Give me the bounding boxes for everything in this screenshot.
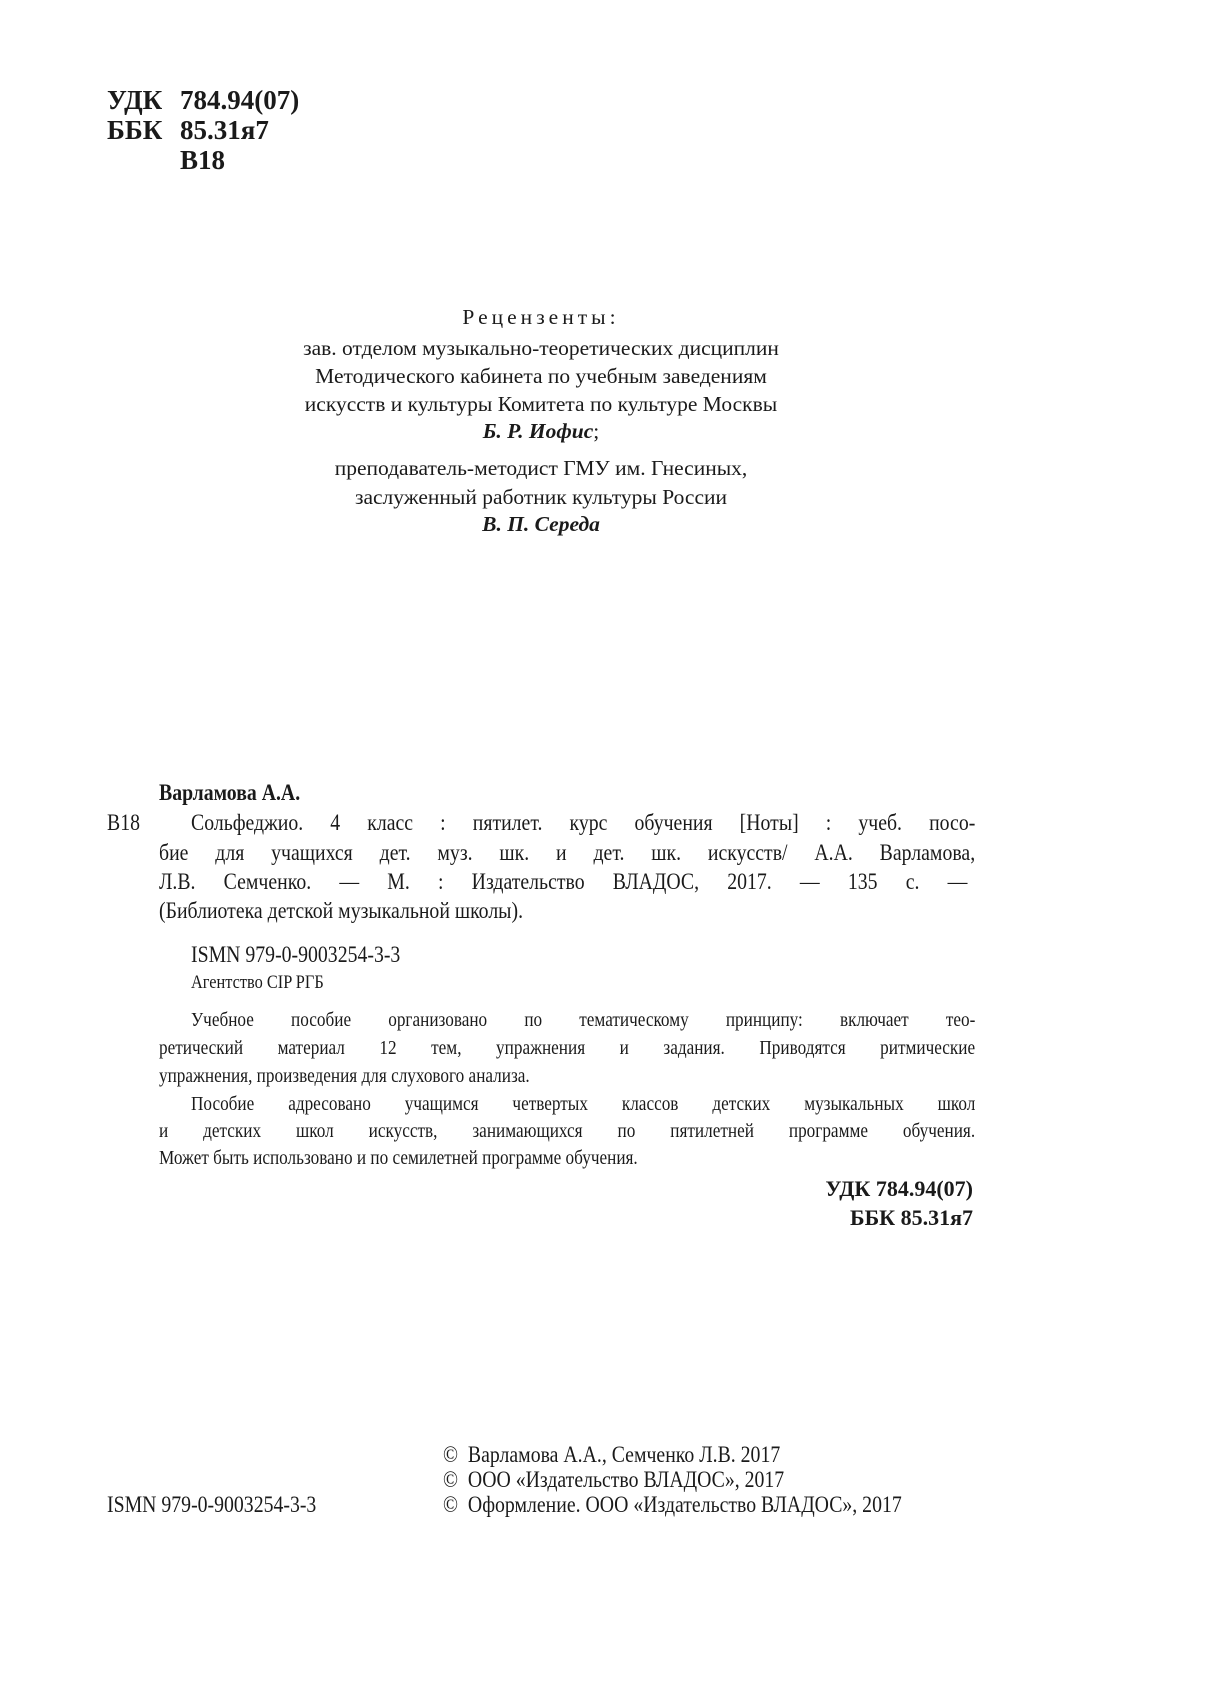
catalog-sign: В18 [107, 810, 140, 835]
copyright-text: ООО «Издательство ВЛАДОС», 2017 [467, 1467, 785, 1492]
copyright-line [443, 1492, 902, 1518]
catalog-line: Сольфеджио. 4 класс : пятилет. курс обучения [Ноты] : учеб. посо- [191, 810, 976, 835]
reviewers-title: Рецензенты: [462, 305, 620, 329]
abstract-line: Учебное пособие организовано по тематическому принципу: включает тео- [191, 1009, 976, 1031]
footer-ismn: ISMN 979-0-9003254-3-3 [107, 1492, 317, 1517]
udk-label: УДК [107, 85, 163, 115]
reviewer-1-name-row [191, 419, 891, 444]
copyright-line [443, 1467, 784, 1493]
reviewer-2-line: преподаватель-методист ГМУ им. Гнесиных, [334, 456, 748, 480]
catalog-bbk: ББК 85.31я7 [850, 1205, 973, 1230]
catalog-author: Варламова А.А. [159, 780, 301, 805]
copyright-icon: © [443, 1467, 459, 1492]
abstract-line: ретический материал 12 тем, упражнения и задания. Приводятся ритмические [159, 1037, 976, 1059]
reviewer-1-line: Методического кабинета по учебным заведениям [315, 364, 767, 388]
copyright-text: Оформление. ООО «Издательство ВЛАДОС», 2017 [467, 1492, 902, 1517]
catalog-agency: Агентство CIP РГБ [191, 972, 324, 993]
separator: ; [593, 419, 600, 443]
copyright-icon: © [443, 1442, 459, 1467]
catalog-line: Л.В. Семченко. — М. : Издательство ВЛАДОС, 2017. — 135 с. — [159, 869, 968, 894]
udk-value: 784.94(07) [180, 85, 300, 115]
reviewer-2-line: заслуженный работник культуры России [354, 485, 728, 509]
catalog-ismn: ISMN 979-0-9003254-3-3 [191, 942, 401, 967]
reviewer-1-name: Б. Р. Иофис [482, 419, 594, 443]
author-sign: В18 [180, 145, 226, 175]
catalog-udk: УДК 784.94(07) [825, 1176, 973, 1201]
abstract-line: упражнения, произведения для слухового анализа. [159, 1065, 530, 1087]
catalog-line: (Библиотека детской музыкальной школы). [159, 898, 524, 923]
catalog-line: бие для учащихся дет. муз. шк. и дет. шк. искусств/ А.А. Варламова, [159, 840, 976, 865]
copyright-line [443, 1442, 780, 1468]
reviewer-1-line: зав. отделом музыкально-теоретических дисциплин [303, 336, 779, 360]
abstract-line: Может быть использовано и по семилетней программе обучения. [159, 1147, 638, 1169]
copyright-icon: © [443, 1492, 459, 1517]
bbk-value: 85.31я7 [180, 115, 269, 145]
copyright-text: Варламова А.А., Семченко Л.В. 2017 [467, 1442, 781, 1467]
bbk-label: ББК [107, 115, 163, 145]
abstract-line: и детских школ искусств, занимающихся по пятилетней программе обучения. [159, 1120, 976, 1142]
reviewer-1-line: искусств и культуры Комитета по культуре Москвы [304, 392, 778, 416]
abstract-line: Пособие адресовано учащимся четвертых классов детских музыкальных школ [191, 1093, 976, 1115]
reviewer-2-name: В. П. Середа [482, 512, 600, 536]
